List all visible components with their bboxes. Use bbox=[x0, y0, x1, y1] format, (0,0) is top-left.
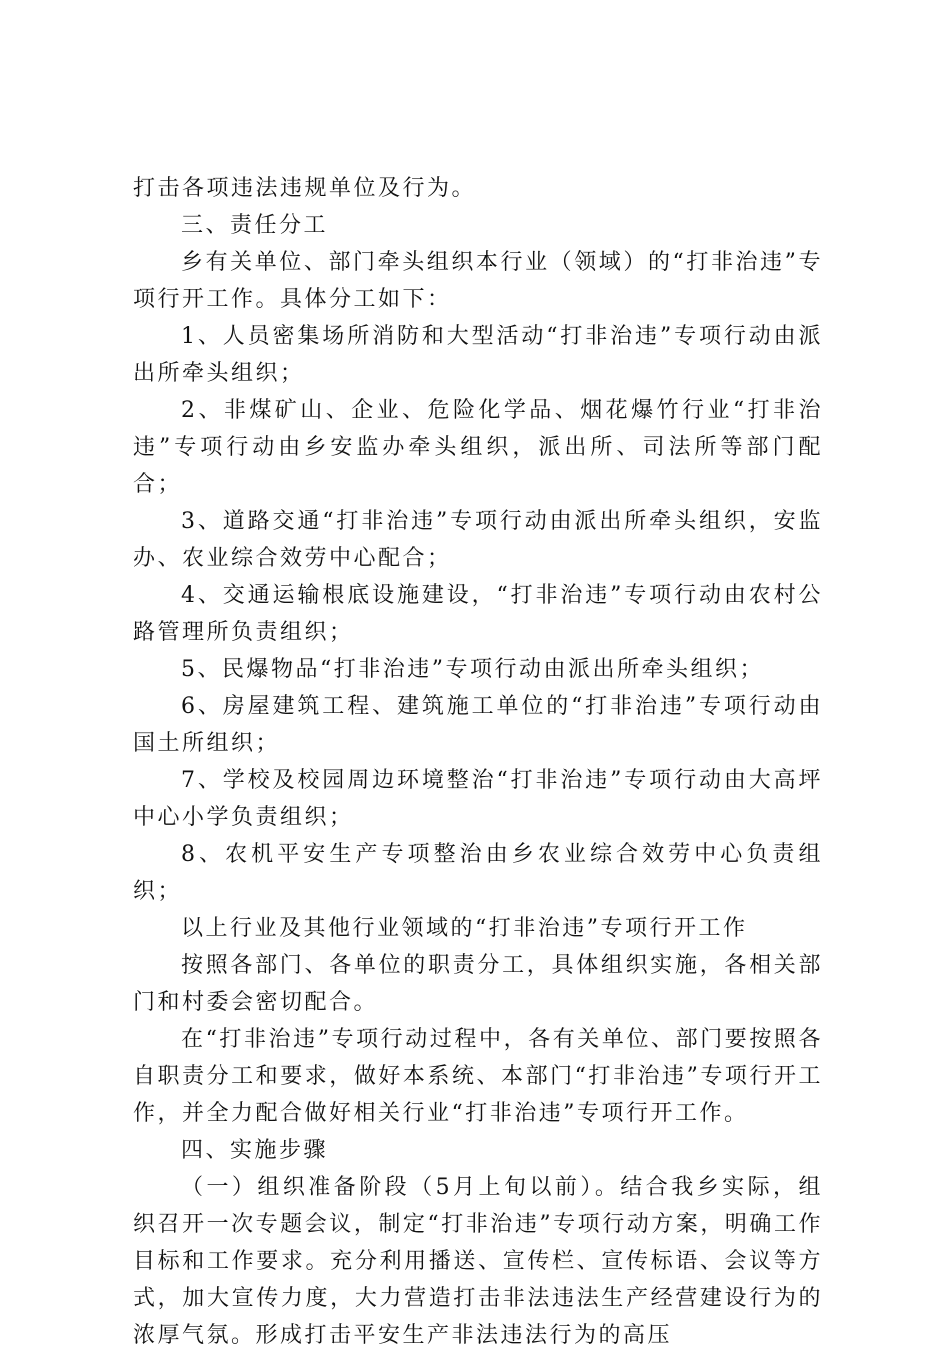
list-item: 4、交通运输根底设施建设，“打非治违”专项行动由农村公路管理所负责组织； bbox=[133, 583, 823, 645]
body-paragraph: 按照各部门、各单位的职责分工，具体组织实施，各相关部门和村委会密切配合。 bbox=[133, 953, 823, 1015]
section-heading: 四、实施步骤 bbox=[181, 1138, 329, 1163]
list-item: 6、房屋建筑工程、建筑施工单位的“打非治违”专项行动由国土所组织； bbox=[133, 694, 823, 756]
section-heading: 三、责任分工 bbox=[181, 213, 329, 238]
body-paragraph: 以上行业及其他行业领域的“打非治违”专项行开工作 bbox=[181, 916, 748, 941]
list-item: 7、学校及校园周边环境整治“打非治违”专项行动由大高坪中心小学负责组织； bbox=[133, 768, 823, 830]
list-item: 3、道路交通“打非治违”专项行动由派出所牵头组织，安监办、农业综合效劳中心配合； bbox=[133, 509, 823, 571]
body-paragraph: 在“打非治违”专项行动过程中，各有关单位、部门要按照各自职责分工和要求，做好本系统、本部门“打非治违”专项行开工作，并全力配合做好相关行业“打非治违”专项行开工作。 bbox=[133, 1027, 823, 1126]
list-item: 8、农机平安生产专项整治由乡农业综合效劳中心负责组织； bbox=[133, 842, 823, 904]
body-paragraph: 打击各项违法违规单位及行为。 bbox=[133, 176, 477, 201]
list-item: 5、民爆物品“打非治违”专项行动由派出所牵头组织； bbox=[181, 657, 764, 682]
body-paragraph: 乡有关单位、部门牵头组织本行业（领域）的“打非治违”专项行开工作。具体分工如下： bbox=[133, 250, 823, 312]
document-body bbox=[133, 170, 823, 1354]
list-item: 1、人员密集场所消防和大型活动“打非治违”专项行动由派出所牵头组织； bbox=[133, 324, 823, 386]
body-paragraph: （一）组织准备阶段（5月上旬以前）。结合我乡实际，组织召开一次专题会议，制定“打非治违”专项行动方案，明确工作目标和工作要求。充分利用播送、宣传栏、宣传标语、会议等方式，加大宣传力度，大力营造打击非法违法生产经营建设行为的浓厚气氛。形成打击平安生产非法违法行为的高压 bbox=[133, 1175, 823, 1348]
list-item: 2、非煤矿山、企业、危险化学品、烟花爆竹行业“打非治违”专项行动由乡安监办牵头组织，派出所、司法所等部门配合； bbox=[133, 398, 823, 497]
